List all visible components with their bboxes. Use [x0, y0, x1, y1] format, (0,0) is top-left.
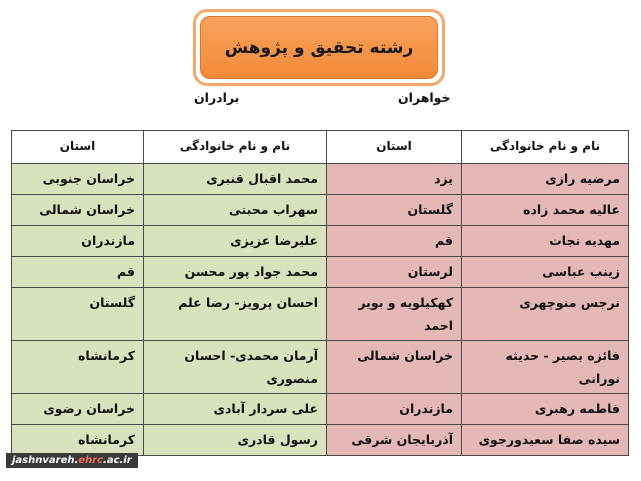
title-box: [193, 9, 445, 86]
brother-province-cell: خراسان رضوی: [12, 394, 144, 425]
table-row: [12, 164, 629, 195]
table-row: [12, 195, 629, 226]
brother-name-cell: رسول قادری: [144, 425, 327, 456]
sister-name-cell: سیده صفا سعیدورجوی: [462, 425, 629, 456]
brother-province-cell: کرمانشاه: [12, 425, 144, 456]
sister-name-cell: زینب عباسی: [462, 257, 629, 288]
brother-name-cell: علی سردار آبادی: [144, 394, 327, 425]
sister-province-cell: لرستان: [327, 257, 462, 288]
winners-table: [11, 130, 629, 456]
sister-name-cell: مهدیه نجات: [462, 226, 629, 257]
header-sister-province: استان: [327, 131, 462, 164]
table-header-row: [12, 131, 629, 164]
sister-name-cell: فاطمه رهبری: [462, 394, 629, 425]
sister-province-cell: قم: [327, 226, 462, 257]
sister-province-cell: کهکیلویه و بویر احمد: [327, 288, 462, 341]
brother-name-cell: احسان پرویز- رضا علم: [144, 288, 327, 341]
sister-province-cell: خراسان شمالی: [327, 341, 462, 394]
sister-province-cell: مازندران: [327, 394, 462, 425]
brother-name-cell: محمد اقبال قنبری: [144, 164, 327, 195]
sister-province-cell: آذربایجان شرقی: [327, 425, 462, 456]
table-row: [12, 257, 629, 288]
sister-name-cell: فائزه بصیر - حدیثه نورانی: [462, 341, 629, 394]
table-row: [12, 341, 629, 394]
watermark-suffix: .ac.ir: [103, 455, 132, 466]
sister-name-cell: عالیه محمد زاده: [462, 195, 629, 226]
page-title: رشته تحقیق و پژوهش: [200, 16, 438, 79]
brother-province-cell: خراسان شمالی: [12, 195, 144, 226]
brother-province-cell: گلستان: [12, 288, 144, 341]
brother-province-cell: خراسان جنوبی: [12, 164, 144, 195]
brother-name-cell: علیرضا عزیزی: [144, 226, 327, 257]
sister-name-cell: مرضیه رازی: [462, 164, 629, 195]
header-brother-province: استان: [12, 131, 144, 164]
sister-province-cell: یزد: [327, 164, 462, 195]
brothers-group-label: برادران: [194, 90, 240, 105]
header-sister-name: نام و نام خانوادگی: [462, 131, 629, 164]
brother-name-cell: محمد جواد پور محسن: [144, 257, 327, 288]
table-row: [12, 288, 629, 341]
sisters-group-label: خواهران: [398, 90, 451, 105]
sister-name-cell: نرجس منوچهری: [462, 288, 629, 341]
brother-province-cell: قم: [12, 257, 144, 288]
brother-province-cell: مازندران: [12, 226, 144, 257]
brother-name-cell: آرمان محمدی- احسان منصوری: [144, 341, 327, 394]
header-brother-name: نام و نام خانوادگی: [144, 131, 327, 164]
table-row: [12, 394, 629, 425]
watermark: [6, 453, 138, 468]
table-row: [12, 226, 629, 257]
brother-province-cell: کرمانشاه: [12, 341, 144, 394]
table-row: [12, 425, 629, 456]
watermark-accent: ehrc: [78, 455, 104, 466]
watermark-prefix: jashnvareh.: [12, 455, 79, 466]
brother-name-cell: سهراب محبتی: [144, 195, 327, 226]
sister-province-cell: گلستان: [327, 195, 462, 226]
